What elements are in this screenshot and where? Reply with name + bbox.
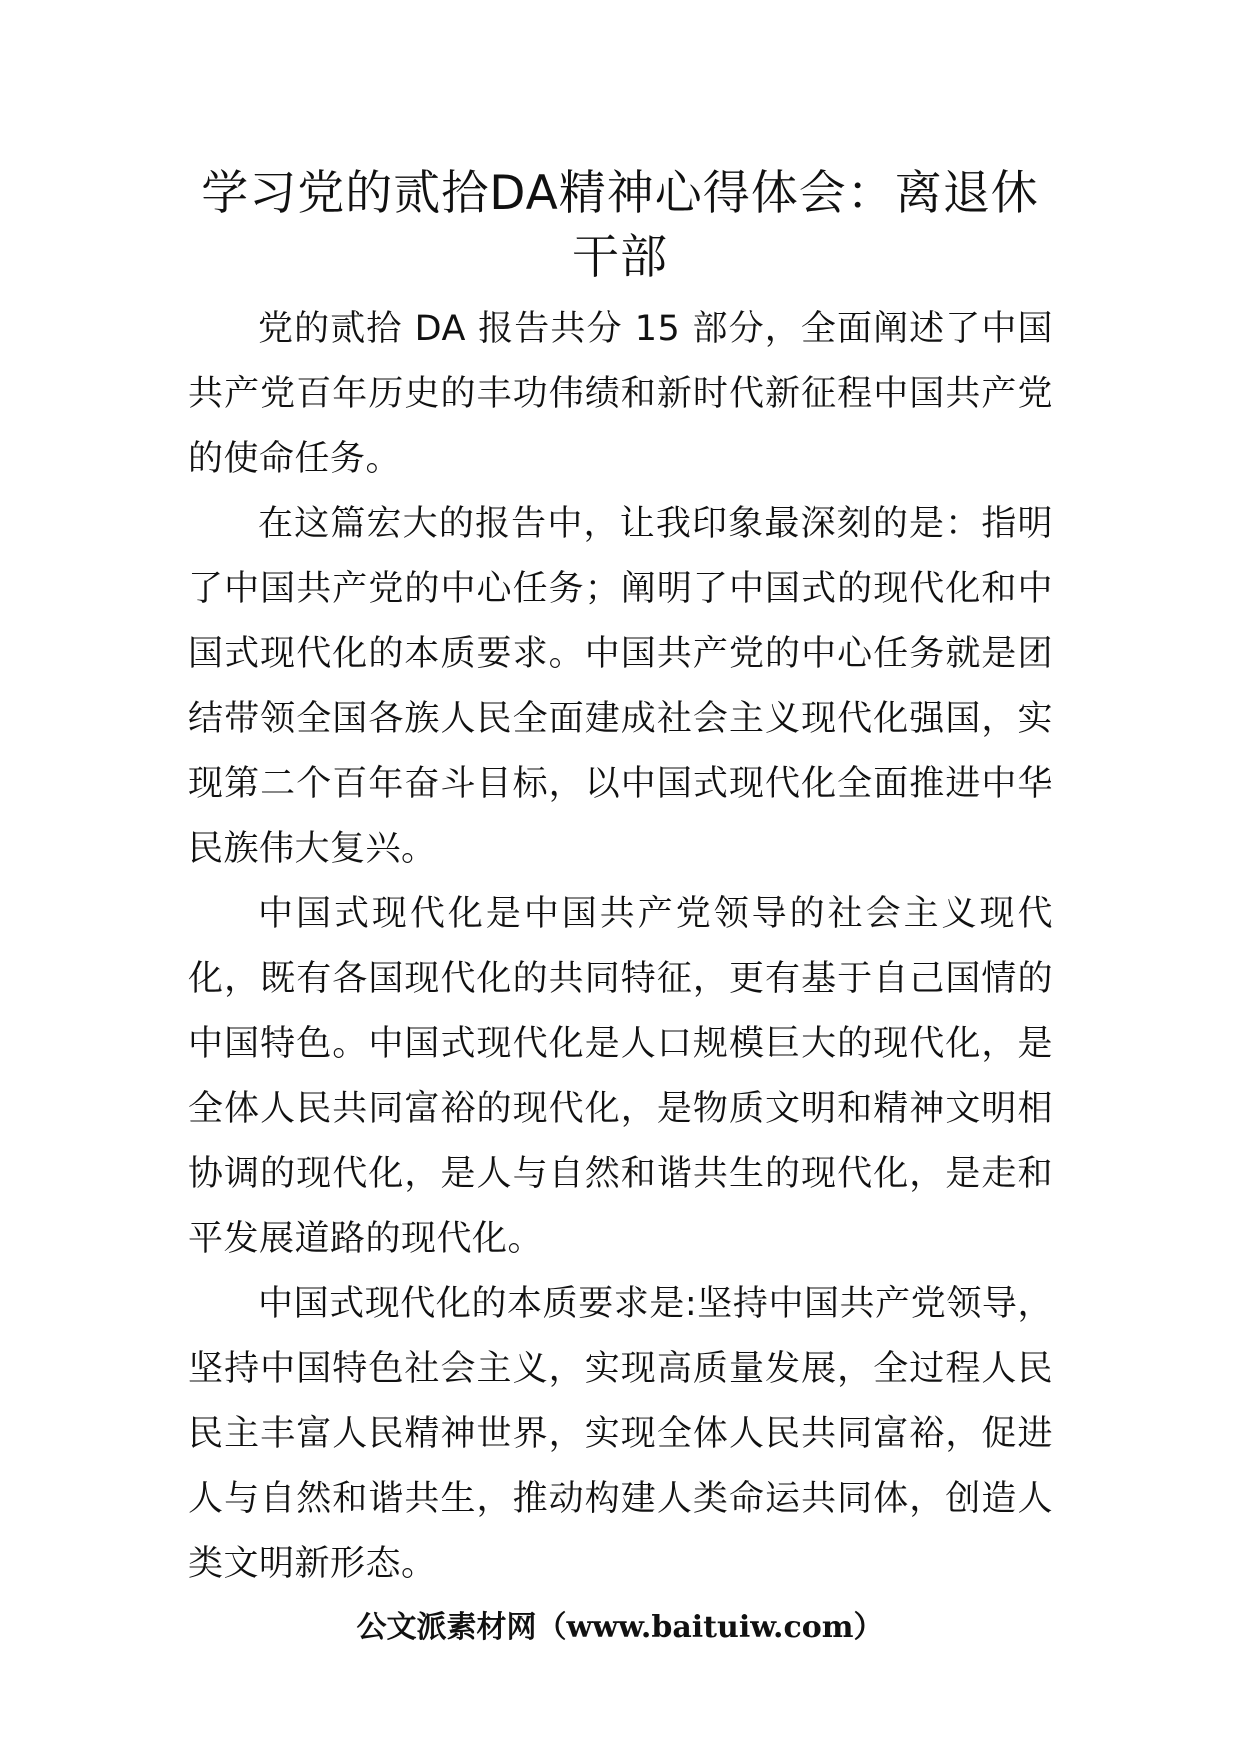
document-body [188,297,1053,1597]
paragraph-4: 中国式现代化的本质要求是:坚持中国共产党领导，坚持中国特色社会主义，实现高质量发展，全过程人民民主丰富人民精神世界，实现全体人民共同富裕，促进人与自然和谐共生，推动构建人类命运共同体，创造人类文明新形态。 [188,1284,1053,1584]
footer-watermark: 公文派素材网（www.baituiw.com） [356,1610,884,1645]
paragraph-1: 党的贰拾 DA 报告共分 15 部分，全面阐述了中国共产党百年历史的丰功伟绩和新时代新征程中国共产党的使命任务。 [188,309,1053,479]
paragraph-2: 在这篇宏大的报告中，让我印象最深刻的是：指明了中国共产党的中心任务；阐明了中国式的现代化和中国式现代化的本质要求。中国共产党的中心任务就是团结带领全国各族人民全面建成社会主义现代化强国，实现第二个百年奋斗目标，以中国式现代化全面推进中华民族伟大复兴。 [188,504,1053,869]
page-title: 学习党的贰拾DA精神心得体会：离退休干部 [201,166,1039,285]
paragraph-3: 中国式现代化是中国共产党领导的社会主义现代化，既有各国现代化的共同特征，更有基于自己国情的中国特色。中国式现代化是人口规模巨大的现代化，是全体人民共同富裕的现代化，是物质文明和精神文明相协调的现代化，是人与自然和谐共生的现代化，是走和平发展道路的现代化。 [188,894,1053,1259]
